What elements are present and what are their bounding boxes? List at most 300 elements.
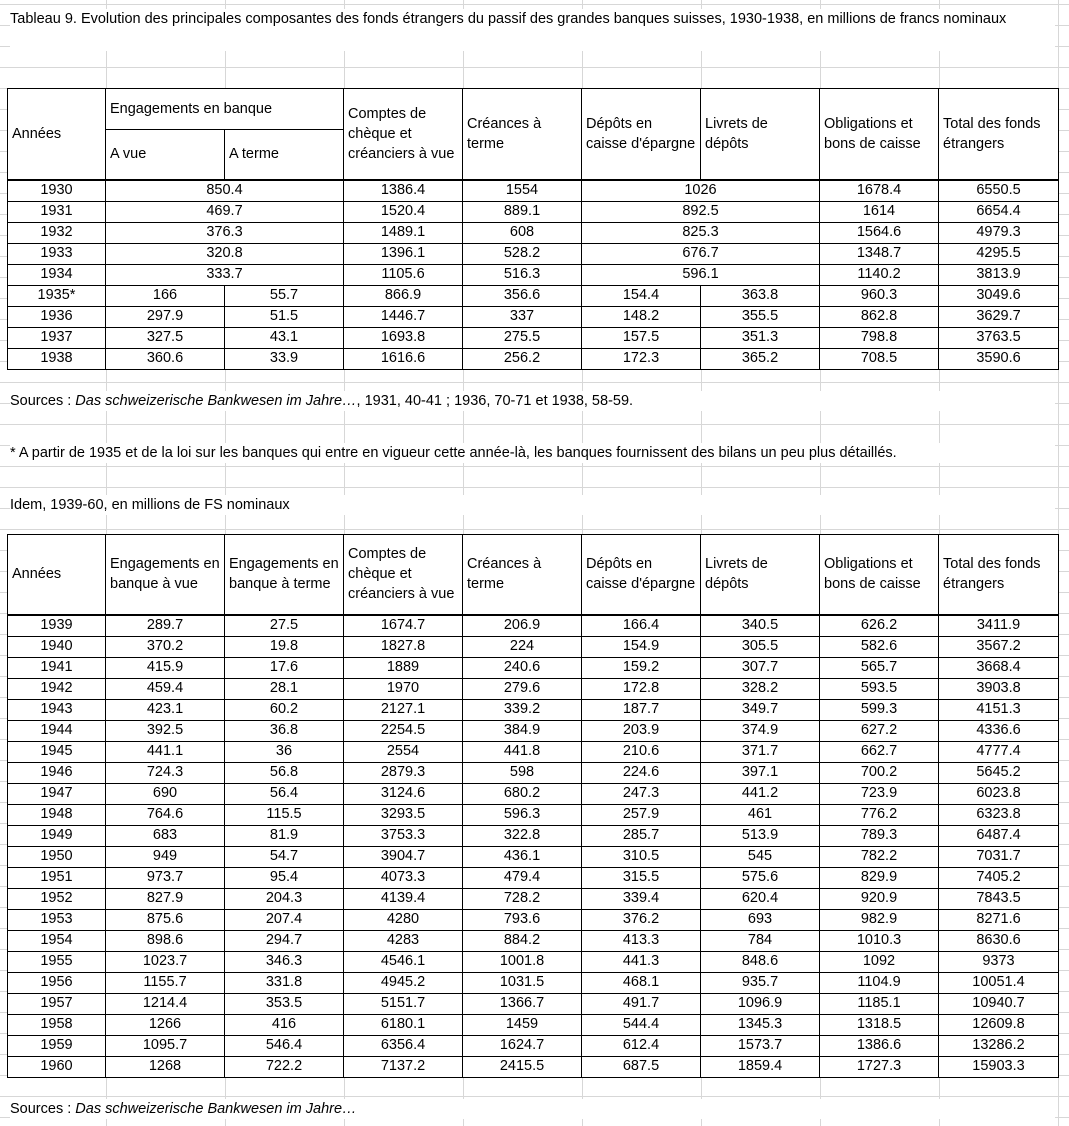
table-row [8,615,1059,637]
header-annees: Années [8,89,106,180]
comptes-cell: 4073.3 [344,867,463,888]
total-cell: 3629.7 [939,306,1059,327]
eng-vue-cell: 683 [106,825,225,846]
depots-cell: 187.7 [582,699,701,720]
comptes-cell: 1693.8 [344,327,463,348]
creances-cell: 436.1 [463,846,582,867]
depots-cell: 148.2 [582,306,701,327]
comptes-cell: 2127.1 [344,699,463,720]
year-cell: 1937 [8,327,106,348]
obligations-cell: 565.7 [820,657,939,678]
livrets-cell: 305.5 [701,636,820,657]
sources-label: Sources : [10,1101,76,1117]
year-cell: 1943 [8,699,106,720]
table1-title: Tableau 9. Evolution des principales composantes des fonds étrangers du passif des grandes banques suisses, 1930-1938, en millions de francs nominaux [10,9,1055,51]
total-cell: 9373 [939,951,1059,972]
comptes-cell: 6180.1 [344,1014,463,1035]
year-cell: 1948 [8,804,106,825]
obligations-cell: 829.9 [820,867,939,888]
table-row [8,951,1059,972]
eng-vue-cell: 973.7 [106,867,225,888]
creances-cell: 516.3 [463,264,582,285]
comptes-cell: 4283 [344,930,463,951]
obligations-cell: 776.2 [820,804,939,825]
eng-vue-cell: 1214.4 [106,993,225,1014]
comptes-cell: 1889 [344,657,463,678]
header-eng-vue: Engagements en banque à vue [106,535,225,615]
eng-vue-cell: 827.9 [106,888,225,909]
year-cell: 1933 [8,243,106,264]
depots-cell: 157.5 [582,327,701,348]
year-cell: 1942 [8,678,106,699]
comptes-cell: 1446.7 [344,306,463,327]
year-cell: 1940 [8,636,106,657]
eng-vue-cell: 423.1 [106,699,225,720]
table-row [8,909,1059,930]
eng-terme-cell: 95.4 [225,867,344,888]
table-row [8,867,1059,888]
creances-cell: 1624.7 [463,1035,582,1056]
livrets-cell: 1345.3 [701,1014,820,1035]
header-creances: Créances à terme [463,535,582,615]
creances-cell: 224 [463,636,582,657]
creances-cell: 793.6 [463,909,582,930]
eng-terme-cell: 115.5 [225,804,344,825]
total-cell: 15903.3 [939,1056,1059,1077]
depots-cell: 247.3 [582,783,701,804]
obligations-cell: 920.9 [820,888,939,909]
engagements-cell: 333.7 [106,264,344,285]
depots-livrets-cell: 596.1 [582,264,820,285]
total-cell: 6654.4 [939,201,1059,222]
table-row [8,285,1059,306]
creances-cell: 339.2 [463,699,582,720]
depots-livrets-cell: 1026 [582,180,820,202]
header-livrets: Livrets de dépôts [701,89,820,180]
total-cell: 10051.4 [939,972,1059,993]
total-cell: 13286.2 [939,1035,1059,1056]
depots-cell: 310.5 [582,846,701,867]
year-cell: 1957 [8,993,106,1014]
livrets-cell: 848.6 [701,951,820,972]
obligations-cell: 1140.2 [820,264,939,285]
depots-cell: 203.9 [582,720,701,741]
header-a-vue: A vue [106,130,225,180]
year-cell: 1935* [8,285,106,306]
depots-cell: 159.2 [582,657,701,678]
year-cell: 1936 [8,306,106,327]
creances-cell: 356.6 [463,285,582,306]
eng-terme-cell: 81.9 [225,825,344,846]
total-cell: 3590.6 [939,348,1059,369]
eng-vue-cell: 1023.7 [106,951,225,972]
year-cell: 1958 [8,1014,106,1035]
creances-cell: 240.6 [463,657,582,678]
comptes-cell: 3753.3 [344,825,463,846]
livrets-cell: 1096.9 [701,993,820,1014]
table-row [8,888,1059,909]
creances-cell: 884.2 [463,930,582,951]
livrets-cell: 935.7 [701,972,820,993]
livrets-cell: 620.4 [701,888,820,909]
year-cell: 1939 [8,615,106,637]
header-depots: Dépôts en caisse d'épargne [582,89,701,180]
depots-cell: 172.3 [582,348,701,369]
creances-cell: 1031.5 [463,972,582,993]
a-vue-cell: 327.5 [106,327,225,348]
a-terme-cell: 33.9 [225,348,344,369]
total-cell: 4151.3 [939,699,1059,720]
a-terme-cell: 43.1 [225,327,344,348]
table-row [8,972,1059,993]
year-cell: 1955 [8,951,106,972]
table1-sources [10,391,1055,411]
creances-cell: 322.8 [463,825,582,846]
depots-cell: 441.3 [582,951,701,972]
table-row [8,222,1059,243]
depots-livrets-cell: 825.3 [582,222,820,243]
eng-terme-cell: 17.6 [225,657,344,678]
creances-cell: 596.3 [463,804,582,825]
depots-cell: 612.4 [582,1035,701,1056]
total-cell: 3903.8 [939,678,1059,699]
eng-vue-cell: 289.7 [106,615,225,637]
livrets-cell: 328.2 [701,678,820,699]
eng-vue-cell: 441.1 [106,741,225,762]
header-comptes: Comptes de chèque et créanciers à vue [344,89,463,180]
eng-vue-cell: 392.5 [106,720,225,741]
obligations-cell: 982.9 [820,909,939,930]
depots-cell: 166.4 [582,615,701,637]
table-row [8,699,1059,720]
creances-cell: 275.5 [463,327,582,348]
table-row [8,720,1059,741]
year-cell: 1960 [8,1056,106,1077]
table2-sources [10,1099,1055,1119]
comptes-cell: 4546.1 [344,951,463,972]
depots-cell: 285.7 [582,825,701,846]
eng-vue-cell: 370.2 [106,636,225,657]
depots-cell: 257.9 [582,804,701,825]
eng-vue-cell: 1268 [106,1056,225,1077]
header-eng-terme: Engagements en banque à terme [225,535,344,615]
eng-vue-cell: 875.6 [106,909,225,930]
obligations-cell: 1092 [820,951,939,972]
total-cell: 4336.6 [939,720,1059,741]
year-cell: 1951 [8,867,106,888]
table-row [8,1056,1059,1077]
table-row [8,327,1059,348]
total-cell: 7031.7 [939,846,1059,867]
eng-terme-cell: 546.4 [225,1035,344,1056]
obligations-cell: 1564.6 [820,222,939,243]
header-total: Total des fonds étrangers [939,535,1059,615]
depots-cell: 210.6 [582,741,701,762]
obligations-cell: 1104.9 [820,972,939,993]
comptes-cell: 4280 [344,909,463,930]
depots-cell: 468.1 [582,972,701,993]
obligations-cell: 1185.1 [820,993,939,1014]
eng-terme-cell: 36.8 [225,720,344,741]
table-row [8,657,1059,678]
total-cell: 4777.4 [939,741,1059,762]
table-row [8,741,1059,762]
depots-cell: 172.8 [582,678,701,699]
a-terme-cell: 55.7 [225,285,344,306]
livrets-cell: 374.9 [701,720,820,741]
obligations-cell: 782.2 [820,846,939,867]
year-cell: 1930 [8,180,106,202]
comptes-cell: 3293.5 [344,804,463,825]
creances-cell: 728.2 [463,888,582,909]
depots-cell: 491.7 [582,993,701,1014]
depots-livrets-cell: 676.7 [582,243,820,264]
livrets-cell: 575.6 [701,867,820,888]
sources-title: Das schweizerische Bankwesen im Jahre… [75,393,357,409]
total-cell: 5645.2 [939,762,1059,783]
eng-vue-cell: 690 [106,783,225,804]
year-cell: 1959 [8,1035,106,1056]
table2 [7,534,1059,1078]
sources-refs: , 1931, 40-41 ; 1936, 70-71 et 1938, 58-59. [356,393,634,409]
table-row [8,678,1059,699]
eng-vue-cell: 415.9 [106,657,225,678]
table-row [8,762,1059,783]
total-cell: 10940.7 [939,993,1059,1014]
total-cell: 7405.2 [939,867,1059,888]
table-row [8,804,1059,825]
obligations-cell: 708.5 [820,348,939,369]
total-cell: 8630.6 [939,930,1059,951]
comptes-cell: 866.9 [344,285,463,306]
table-row [8,1014,1059,1035]
header-a-terme: A terme [225,130,344,180]
table-row [8,930,1059,951]
table-row [8,264,1059,285]
creances-cell: 206.9 [463,615,582,637]
table-row [8,306,1059,327]
table1 [7,88,1059,370]
eng-vue-cell: 459.4 [106,678,225,699]
creances-cell: 337 [463,306,582,327]
header-engagements: Engagements en banque [106,89,344,130]
table-row [8,348,1059,369]
depots-cell: 154.4 [582,285,701,306]
header-livrets: Livrets de dépôts [701,535,820,615]
creances-cell: 279.6 [463,678,582,699]
obligations-cell: 960.3 [820,285,939,306]
engagements-cell: 469.7 [106,201,344,222]
header-total: Total des fonds étrangers [939,89,1059,180]
depots-cell: 224.6 [582,762,701,783]
table-row [8,783,1059,804]
table-row [8,180,1059,202]
comptes-cell: 1674.7 [344,615,463,637]
year-cell: 1931 [8,201,106,222]
obligations-cell: 723.9 [820,783,939,804]
total-cell: 3049.6 [939,285,1059,306]
header-comptes: Comptes de chèque et créanciers à vue [344,535,463,615]
obligations-cell: 1386.6 [820,1035,939,1056]
eng-terme-cell: 353.5 [225,993,344,1014]
eng-terme-cell: 54.7 [225,846,344,867]
total-cell: 6023.8 [939,783,1059,804]
comptes-cell: 2879.3 [344,762,463,783]
livrets-cell: 1573.7 [701,1035,820,1056]
comptes-cell: 1616.6 [344,348,463,369]
comptes-cell: 3124.6 [344,783,463,804]
total-cell: 3567.2 [939,636,1059,657]
total-cell: 3763.5 [939,327,1059,348]
eng-terme-cell: 28.1 [225,678,344,699]
livrets-cell: 363.8 [701,285,820,306]
creances-cell: 1001.8 [463,951,582,972]
livrets-cell: 1859.4 [701,1056,820,1077]
creances-cell: 441.8 [463,741,582,762]
obligations-cell: 1614 [820,201,939,222]
engagements-cell: 850.4 [106,180,344,202]
year-cell: 1946 [8,762,106,783]
comptes-cell: 5151.7 [344,993,463,1014]
livrets-cell: 355.5 [701,306,820,327]
eng-vue-cell: 898.6 [106,930,225,951]
obligations-cell: 1348.7 [820,243,939,264]
livrets-cell: 693 [701,909,820,930]
comptes-cell: 4945.2 [344,972,463,993]
eng-terme-cell: 36 [225,741,344,762]
creances-cell: 2415.5 [463,1056,582,1077]
engagements-cell: 376.3 [106,222,344,243]
creances-cell: 680.2 [463,783,582,804]
eng-terme-cell: 56.4 [225,783,344,804]
year-cell: 1941 [8,657,106,678]
livrets-cell: 371.7 [701,741,820,762]
total-cell: 6550.5 [939,180,1059,202]
total-cell: 6323.8 [939,804,1059,825]
eng-terme-cell: 204.3 [225,888,344,909]
livrets-cell: 365.2 [701,348,820,369]
comptes-cell: 1386.4 [344,180,463,202]
total-cell: 7843.5 [939,888,1059,909]
table-row [8,201,1059,222]
creances-cell: 528.2 [463,243,582,264]
sources-label: Sources : [10,393,76,409]
eng-terme-cell: 60.2 [225,699,344,720]
obligations-cell: 789.3 [820,825,939,846]
eng-vue-cell: 724.3 [106,762,225,783]
table-row [8,243,1059,264]
creances-cell: 889.1 [463,201,582,222]
creances-cell: 1366.7 [463,993,582,1014]
eng-terme-cell: 346.3 [225,951,344,972]
depots-cell: 315.5 [582,867,701,888]
a-vue-cell: 360.6 [106,348,225,369]
year-cell: 1956 [8,972,106,993]
year-cell: 1932 [8,222,106,243]
eng-vue-cell: 1266 [106,1014,225,1035]
eng-vue-cell: 1155.7 [106,972,225,993]
comptes-cell: 2554 [344,741,463,762]
total-cell: 8271.6 [939,909,1059,930]
year-cell: 1945 [8,741,106,762]
eng-terme-cell: 27.5 [225,615,344,637]
eng-terme-cell: 331.8 [225,972,344,993]
header-obligations: Obligations et bons de caisse [820,89,939,180]
obligations-cell: 1678.4 [820,180,939,202]
total-cell: 3668.4 [939,657,1059,678]
obligations-cell: 582.6 [820,636,939,657]
sources-title: Das schweizerische Bankwesen im Jahre… [75,1101,357,1117]
obligations-cell: 798.8 [820,327,939,348]
comptes-cell: 2254.5 [344,720,463,741]
livrets-cell: 441.2 [701,783,820,804]
obligations-cell: 1318.5 [820,1014,939,1035]
header-obligations: Obligations et bons de caisse [820,535,939,615]
livrets-cell: 461 [701,804,820,825]
comptes-cell: 1396.1 [344,243,463,264]
depots-cell: 687.5 [582,1056,701,1077]
comptes-cell: 1489.1 [344,222,463,243]
depots-cell: 376.2 [582,909,701,930]
creances-cell: 608 [463,222,582,243]
obligations-cell: 662.7 [820,741,939,762]
eng-terme-cell: 294.7 [225,930,344,951]
comptes-cell: 1520.4 [344,201,463,222]
depots-cell: 339.4 [582,888,701,909]
comptes-cell: 7137.2 [344,1056,463,1077]
obligations-cell: 599.3 [820,699,939,720]
obligations-cell: 627.2 [820,720,939,741]
year-cell: 1952 [8,888,106,909]
total-cell: 3411.9 [939,615,1059,637]
year-cell: 1953 [8,909,106,930]
obligations-cell: 700.2 [820,762,939,783]
creances-cell: 1459 [463,1014,582,1035]
eng-vue-cell: 764.6 [106,804,225,825]
obligations-cell: 1010.3 [820,930,939,951]
creances-cell: 384.9 [463,720,582,741]
livrets-cell: 351.3 [701,327,820,348]
year-cell: 1950 [8,846,106,867]
year-cell: 1947 [8,783,106,804]
obligations-cell: 593.5 [820,678,939,699]
livrets-cell: 397.1 [701,762,820,783]
eng-terme-cell: 722.2 [225,1056,344,1077]
year-cell: 1944 [8,720,106,741]
year-cell: 1934 [8,264,106,285]
total-cell: 4295.5 [939,243,1059,264]
header-depots: Dépôts en caisse d'épargne [582,535,701,615]
creances-cell: 598 [463,762,582,783]
eng-terme-cell: 19.8 [225,636,344,657]
table-row [8,846,1059,867]
year-cell: 1938 [8,348,106,369]
total-cell: 6487.4 [939,825,1059,846]
depots-cell: 544.4 [582,1014,701,1035]
total-cell: 4979.3 [939,222,1059,243]
creances-cell: 256.2 [463,348,582,369]
table-row [8,1035,1059,1056]
total-cell: 12609.8 [939,1014,1059,1035]
table-row [8,825,1059,846]
total-cell: 3813.9 [939,264,1059,285]
livrets-cell: 784 [701,930,820,951]
livrets-cell: 307.7 [701,657,820,678]
table-row [8,636,1059,657]
year-cell: 1954 [8,930,106,951]
comptes-cell: 6356.4 [344,1035,463,1056]
engagements-cell: 320.8 [106,243,344,264]
